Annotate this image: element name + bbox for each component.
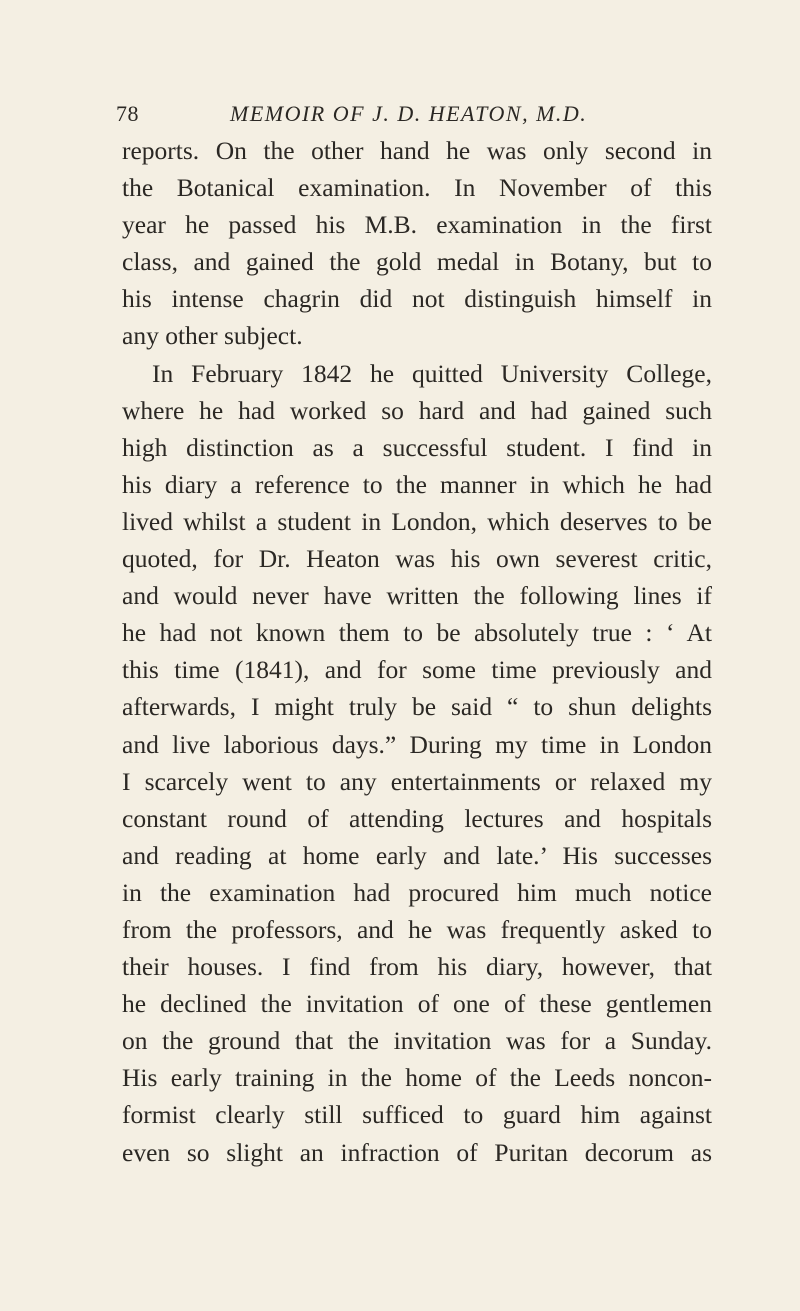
text-line: his diary a reference to the manner in which he had [122,469,712,499]
text-line: on the ground that the invitation was for a Sunday. [122,1026,712,1056]
text-line: and reading at home early and late.’ His successes [122,840,712,870]
text-line: high distinction as a successful student. I find in [122,432,712,462]
text-line: their houses. I find from his diary, however, that [122,952,712,982]
text-line: class, and gained the gold medal in Botany, but to [122,247,712,277]
text-line: lived whilst a student in London, which deserves to be [122,506,712,536]
text-line: quoted, for Dr. Heaton was his own severest critic, [122,544,712,574]
text-line: in the examination had procured him much notice [122,877,712,907]
text-line: he had not known them to be absolutely true : ‘ At [122,618,712,648]
text-line: even so slight an infraction of Puritan decorum as [122,1137,712,1167]
text-line: and live laborious days.” During my time in London [122,729,712,759]
body-text [122,132,712,1171]
running-title: MEMOIR OF J. D. HEATON, M.D. [230,101,588,126]
text-line: year he passed his M.B. examination in the first [122,210,712,240]
text-line: and would never have written the following lines if [122,581,712,611]
page-number: 78 [116,101,139,126]
text-line: constant round of attending lectures and hospitals [122,803,712,833]
text-line: from the professors, and he was frequently asked to [122,914,712,944]
running-head [116,101,706,131]
text-line: his intense chagrin did not distinguish himself in [122,284,712,314]
text-line: His early training in the home of the Leeds noncon- [122,1063,712,1093]
text-line: formist clearly still sufficed to guard him against [122,1100,712,1130]
text-line: In February 1842 he quitted University College, [152,358,712,388]
text-line: where he had worked so hard and had gained such [122,395,712,425]
text-line: afterwards, I might truly be said “ to shun delights [122,692,712,722]
text-line: the Botanical examination. In November of this [122,173,712,203]
text-line: reports. On the other hand he was only second in [122,136,712,165]
text-line: he declined the invitation of one of these gentlemen [122,989,712,1019]
text-line: this time (1841), and for some time previously and [122,655,712,685]
text-line: I scarcely went to any entertainments or relaxed my [122,766,712,796]
text-line: any other subject. [122,321,303,351]
